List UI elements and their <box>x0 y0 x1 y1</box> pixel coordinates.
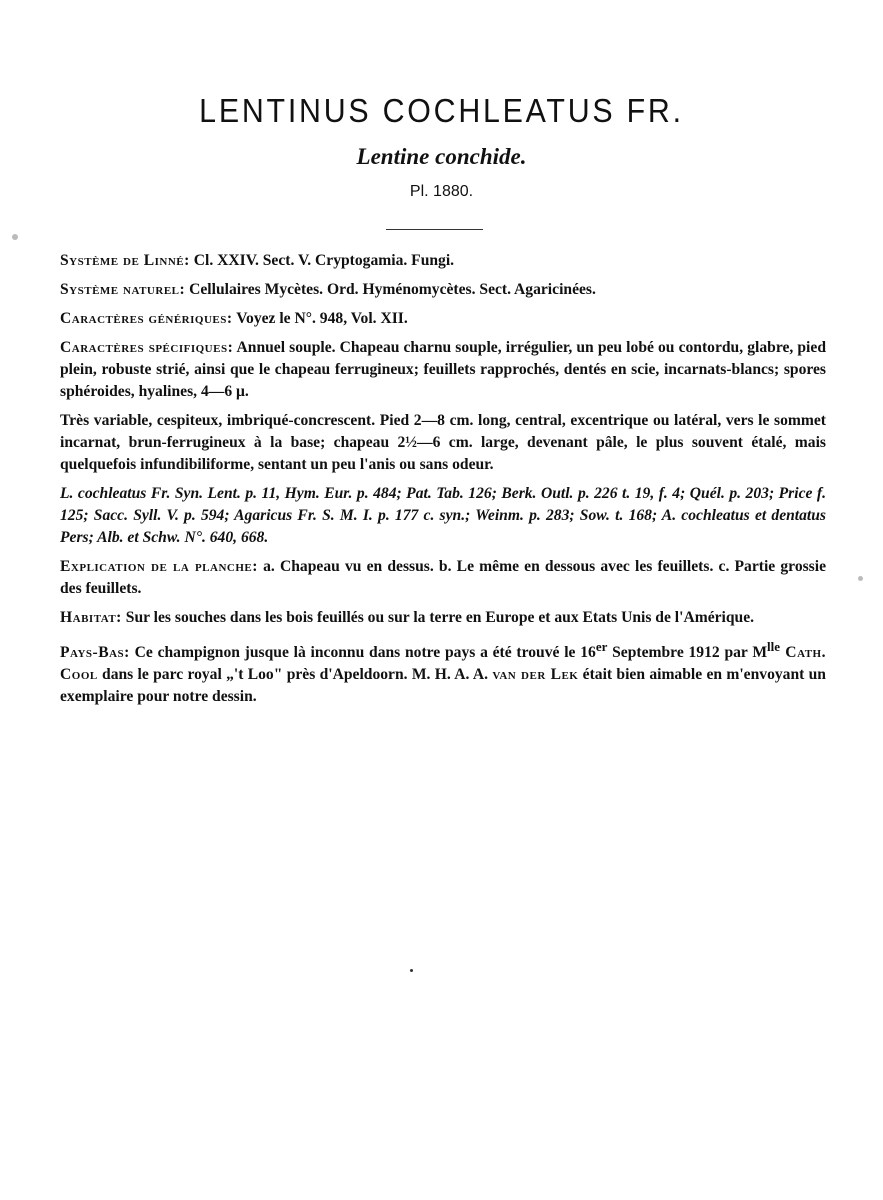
paysbas-paragraph <box>60 636 826 708</box>
paysbas-label: Pays-Bas: <box>60 644 130 662</box>
page-title: LENTINUS COCHLEATUS FR. <box>199 92 684 129</box>
generiques-text: Voyez le N°. 948, Vol. XII. <box>236 310 408 327</box>
collector-name: Cath. Cool <box>60 644 826 684</box>
description-body <box>60 250 826 715</box>
linne-paragraph <box>60 250 826 272</box>
specifiques-text: Annuel souple. Chapeau charnu souple, irrégulier, un peu lobé ou contordu, glabre, pied plein, robuste strié, ainsi que le chapeau ferrugineux; feuillets rapprochés, dentés en scie, incarnats-blancs; spores sphéroides, hyalines, 4—6 μ. <box>60 339 826 400</box>
paysbas-text-4: était bien aimable en m'envoyant un exemplaire pour notre dessin. <box>60 666 826 706</box>
naturel-label: Système naturel: <box>60 281 186 298</box>
paysbas-text-2: Septembre 1912 par M <box>607 644 768 662</box>
generiques-paragraph <box>60 308 826 330</box>
author-name: van der Lek <box>492 666 579 684</box>
linne-text: Cl. XXIV. Sect. V. Cryptogamia. Fungi. <box>193 252 455 269</box>
paper-speck <box>410 969 413 972</box>
naturel-paragraph <box>60 279 826 301</box>
paysbas-text-1: Ce champignon jusque là inconnu dans notre pays a été trouvé le 16 <box>134 644 596 662</box>
explication-label: Explication de la planche: <box>60 558 258 575</box>
habitat-label: Habitat: <box>60 609 122 626</box>
paysbas-text-3: dans le parc royal „'t Loo" près d'Apeldoorn. M. H. A. A. <box>97 666 493 684</box>
french-name: Lentine conchide. <box>356 144 527 169</box>
plate-number: Pl. 1880. <box>409 183 474 200</box>
specifiques-paragraph <box>60 337 826 403</box>
linne-label: Système de Linné: <box>60 252 190 269</box>
specifiques-label: Caractères spécifiques: <box>60 339 234 356</box>
title-divider <box>386 229 483 230</box>
paysbas-sup-2: lle <box>767 639 781 654</box>
paper-speck <box>12 234 18 240</box>
habitat-text: Sur les souches dans les bois feuillés ou sur la terre en Europe et aux Etats Unis de l'Amérique. <box>125 609 755 626</box>
references-paragraph: L. cochleatus Fr. Syn. Lent. p. 11, Hym. Eur. p. 484; Pat. Tab. 126; Berk. Outl. p. 226 t. 19, f. 4; Quél. p. 203; Price f. 125; Sacc. Syll. V. p. 594; Agaricus Fr. S. M. I. p. 177 c. syn.; Weinm. p. 283; Sow. t. 168; A. cochleatus et dentatus Pers; Alb. et Schw. N°. 640, 668. <box>60 485 826 546</box>
paysbas-sup-1: er <box>595 639 608 654</box>
paper-speck <box>858 576 863 581</box>
generiques-label: Caractères génériques: <box>60 310 233 327</box>
explication-text: a. Chapeau vu en dessus. b. Le même en dessous avec les feuillets. c. Partie grossie des feuillets. <box>60 558 827 597</box>
naturel-text: Cellulaires Mycètes. Ord. Hyménomycètes. Sect. Agaricinées. <box>189 281 596 298</box>
variable-paragraph: Très variable, cespiteux, imbriqué-concrescent. Pied 2—8 cm. long, central, excentrique ou latéral, vers le sommet incarnat, brun-ferrugineux à la base; chapeau 2½—6 cm. large, devenant pâle, le plus souvent étalé, mais quelquefois infundibiliforme, sentant un peu l'anis ou sans odeur. <box>60 412 826 473</box>
habitat-paragraph <box>60 607 826 629</box>
explication-paragraph <box>60 556 826 600</box>
